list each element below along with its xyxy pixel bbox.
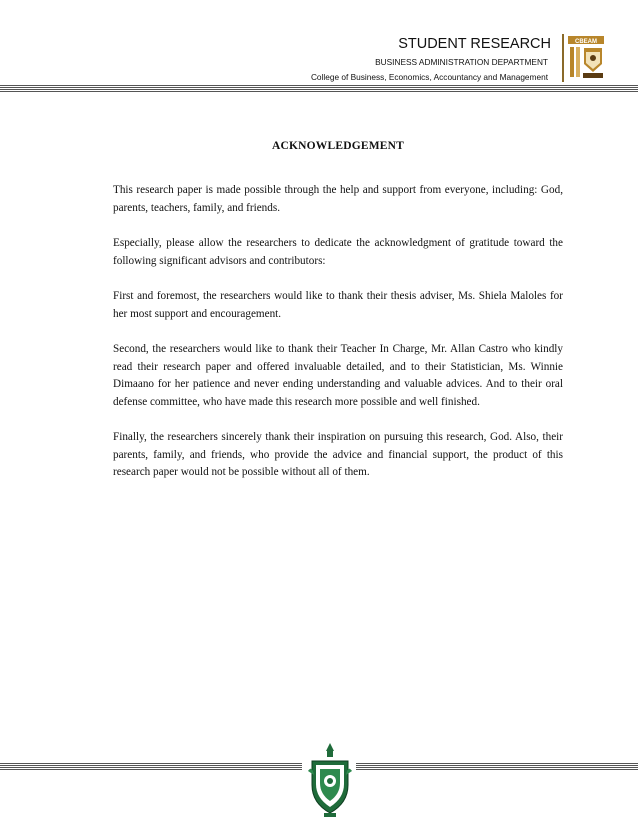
header-college: College of Business, Economics, Accountancy and Management: [310, 72, 548, 82]
footer-rule-left: [0, 763, 302, 770]
paragraph: Second, the researchers would like to thank their Teacher In Charge, Mr. Allan Castro who kindly read their research paper and offered invaluable detailed, and to their Statistician, Ms. Winnie Dimaano for her patience and never ending understanding and valuable advices. And to their oral defense committee, who have made this research more possible and well finished.: [113, 343, 563, 408]
page-header: [0, 0, 638, 96]
logo-text: CBEAM: [575, 39, 597, 45]
page-title: ACKNOWLEDGEMENT: [271, 140, 405, 152]
paragraph: Finally, the researchers sincerely thank their inspiration on pursuing this research, God. Also, their parents, family, and friends, who provide the advice and financial support, the product of this research paper would not be possible without all of them.: [113, 431, 563, 478]
document-body: [113, 140, 563, 500]
footer-rule-right: [356, 763, 638, 770]
cbeam-logo-icon: [566, 34, 606, 82]
page-footer: [0, 735, 638, 826]
paragraph: Especially, please allow the researchers to dedicate the acknowledgment of gratitude toward the following significant advisors and contributors:: [113, 237, 563, 267]
university-seal-icon: [306, 741, 354, 821]
header-title: STUDENT RESEARCH: [398, 36, 551, 52]
header-divider: [562, 34, 564, 82]
header-rule: [0, 85, 638, 92]
paragraph: This research paper is made possible through the help and support from everyone, including: God, parents, teachers, family, and friends.: [113, 184, 563, 214]
header-department: BUSINESS ADMINISTRATION DEPARTMENT: [375, 57, 548, 67]
paragraph: First and foremost, the researchers would like to thank their thesis adviser, Ms. Shiela Maloles for her most support and encouragement.: [113, 290, 563, 320]
